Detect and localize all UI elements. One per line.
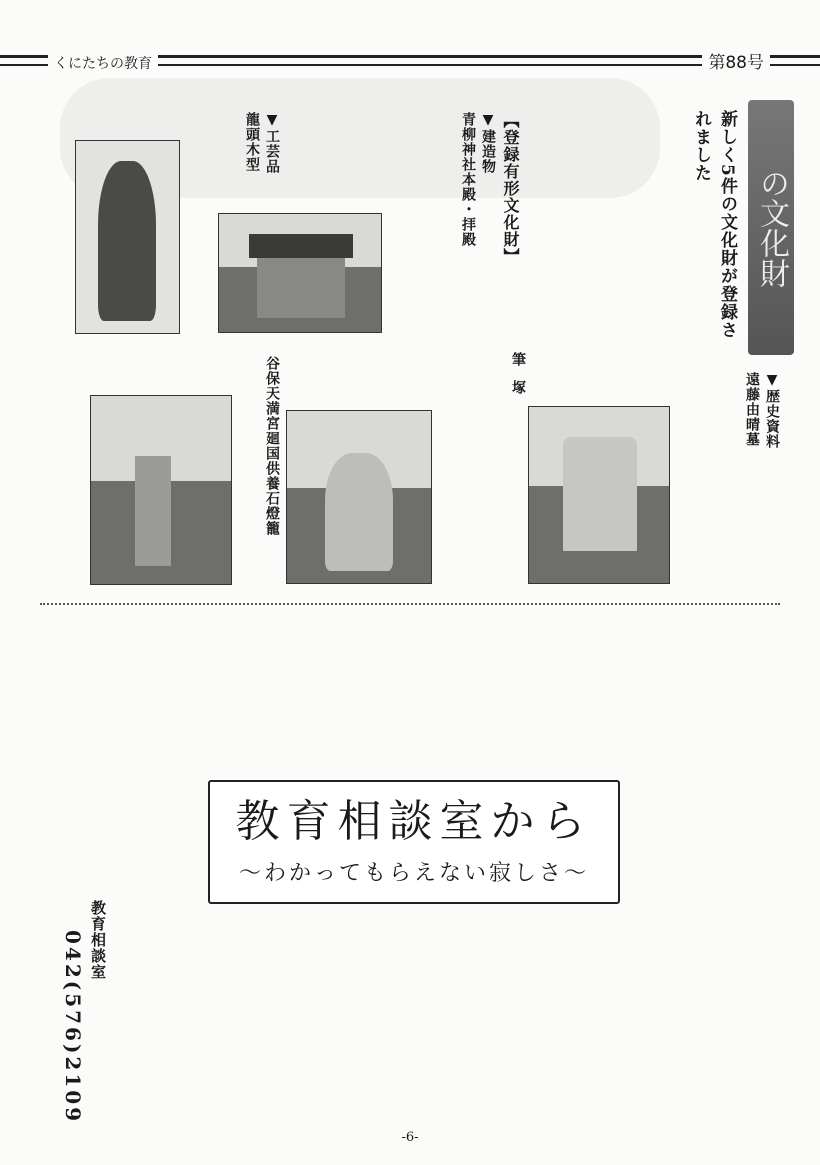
article-headline: 新しく5件の文化財が登録されました [691, 110, 737, 339]
section-divider [40, 603, 780, 605]
craft-heading: ▼工芸品 [264, 112, 280, 174]
publication-title: くにたちの教育 [48, 53, 158, 73]
bell-mold-name: 龍頭木型 [244, 112, 260, 172]
grave-photo [528, 406, 670, 584]
brush-mound-name: 筆塚 [510, 352, 526, 408]
bell-mold-photo [75, 140, 180, 334]
grave-name: 遠藤由晴墓 [744, 372, 760, 447]
lantern-photo [90, 395, 232, 585]
section-banner: の文化財 [748, 100, 794, 355]
brush-mound-photo [286, 410, 432, 584]
shrine-photo [218, 213, 382, 333]
lantern-name: 谷保天満宮廻国供養石燈籠 [264, 356, 280, 536]
shrine-name: 青柳神社本殿・拝殿 [460, 112, 476, 247]
architecture-heading: ▼建造物 [480, 112, 496, 174]
consultation-title: 教育相談室から [235, 796, 593, 847]
issue-number: 第88号 [702, 48, 770, 73]
consultation-phone: 042(576)2109 [61, 930, 85, 1125]
page-number: ‐6‐ [401, 1130, 419, 1145]
consultation-office: 教育相談室 [89, 900, 107, 980]
page-header [0, 0, 820, 75]
consultation-subtitle: 〜わかってもらえない寂しさ〜 [238, 861, 589, 886]
history-heading: ▼歴史資料 [764, 372, 780, 449]
consultation-title-box [208, 780, 620, 904]
section-registered: 【登録有形文化財】 [501, 112, 520, 265]
